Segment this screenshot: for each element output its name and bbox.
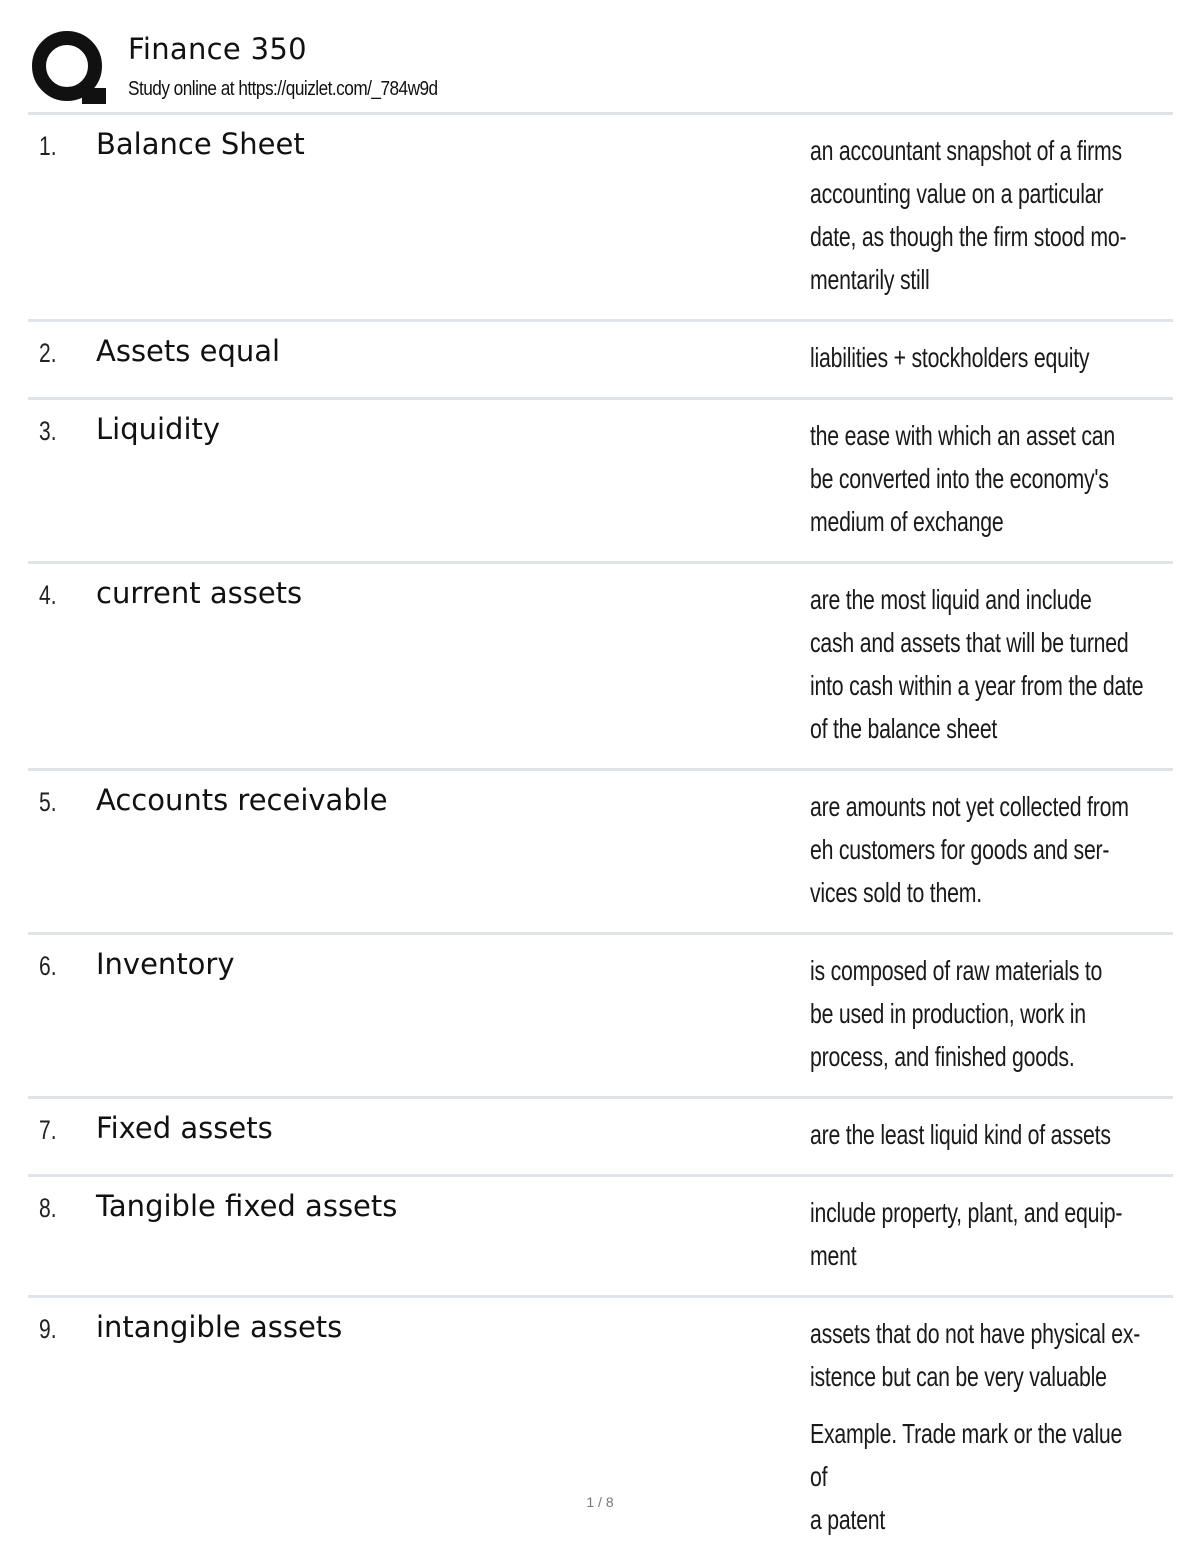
card-definition-example: Example. Trade mark or the value of a patent xyxy=(810,1418,1123,1535)
card-definition: are the least liquid kind of assets xyxy=(810,1119,1111,1150)
card-definition: are the most liquid and include cash and assets that will be turned into cash within a year from the date of the balance sheet xyxy=(810,584,1144,744)
card-number: 1. xyxy=(39,131,57,161)
flashcard-row xyxy=(28,322,1173,400)
card-term: current assets xyxy=(96,576,303,610)
card-number: 6. xyxy=(39,951,57,981)
card-number: 2. xyxy=(39,338,57,368)
card-term: Tangible fixed assets xyxy=(96,1189,398,1223)
card-term: Liquidity xyxy=(96,412,221,446)
flashcard-row xyxy=(28,400,1173,564)
card-term: Accounts receivable xyxy=(96,783,388,817)
card-number: 8. xyxy=(39,1193,57,1223)
card-term: Inventory xyxy=(96,947,235,981)
flashcard-row xyxy=(28,1177,1173,1298)
flashcard-row xyxy=(28,935,1173,1099)
card-term: Assets equal xyxy=(96,334,281,368)
card-number: 4. xyxy=(39,580,57,610)
quizlet-logo-icon xyxy=(30,30,108,108)
card-number: 5. xyxy=(39,787,57,817)
document-subtitle: Study online at https://quizlet.com/_784w9d xyxy=(128,78,438,100)
card-term: Fixed assets xyxy=(96,1111,273,1145)
card-number: 7. xyxy=(39,1115,57,1145)
page-number: 1 / 8 xyxy=(586,1494,614,1510)
card-definition: liabilities + stockholders equity xyxy=(810,342,1090,373)
flashcard-row xyxy=(28,115,1173,322)
card-definition: an accountant snapshot of a firms accounting value on a particular date, as though the firm stood mo- mentarily still xyxy=(810,135,1127,295)
card-definition: assets that do not have physical ex- istence but can be very valuable xyxy=(810,1318,1141,1392)
card-definition: include property, plant, and equip- ment xyxy=(810,1197,1123,1271)
flashcard-list xyxy=(28,115,1173,1559)
document-title: Finance 350 xyxy=(128,32,307,66)
card-number: 9. xyxy=(39,1314,57,1344)
card-number: 3. xyxy=(39,416,57,446)
card-term: intangible assets xyxy=(96,1310,343,1344)
flashcard-row xyxy=(28,771,1173,935)
flashcard-row xyxy=(28,564,1173,771)
flashcard-row xyxy=(28,1099,1173,1177)
card-definition: are amounts not yet collected from eh customers for goods and ser- vices sold to them. xyxy=(810,791,1129,908)
document-header xyxy=(30,28,1172,112)
card-definition: the ease with which an asset can be converted into the economy's medium of exchange xyxy=(810,420,1115,537)
flashcard-row xyxy=(28,1298,1173,1559)
card-definition: is composed of raw materials to be used in production, work in process, and finished goods. xyxy=(810,955,1103,1072)
card-term: Balance Sheet xyxy=(96,127,305,161)
